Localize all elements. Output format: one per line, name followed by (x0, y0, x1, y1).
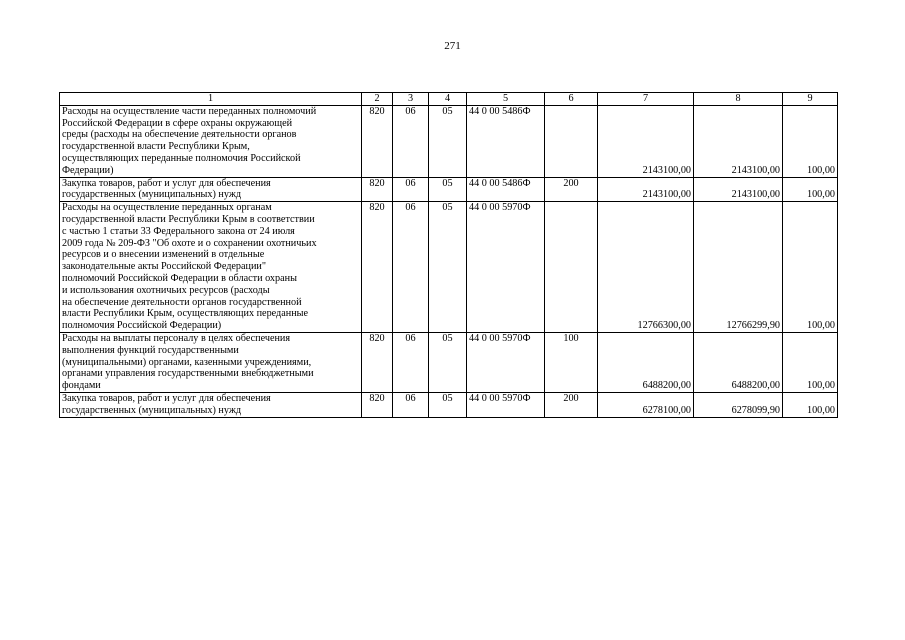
cell-planned: 6488200,00 (598, 332, 694, 392)
cell-target-article: 44 0 00 5486Ф (467, 177, 545, 202)
table-row (60, 105, 838, 177)
budget-table (59, 92, 838, 418)
cell-section: 06 (393, 332, 429, 392)
cell-section: 06 (393, 392, 429, 417)
table-row (60, 392, 838, 417)
column-header: 4 (429, 93, 467, 106)
table-row (60, 177, 838, 202)
cell-percent: 100,00 (783, 332, 838, 392)
cell-percent: 100,00 (783, 202, 838, 333)
cell-ministry: 820 (362, 105, 393, 177)
cell-expense-type: 200 (545, 392, 598, 417)
cell-ministry: 820 (362, 202, 393, 333)
column-header: 8 (694, 93, 783, 106)
cell-percent: 100,00 (783, 177, 838, 202)
cell-executed: 2143100,00 (694, 105, 783, 177)
cell-expense-type (545, 105, 598, 177)
cell-subsection: 05 (429, 177, 467, 202)
row-description: Расходы на выплаты персоналу в целях обеспечения выполнения функций государственными (муниципальными) органами, казенными учреждениями, органами управления государственными внебюджетными фондами (60, 332, 362, 392)
row-description: Закупка товаров, работ и услуг для обеспечения государственных (муниципальных) нужд (60, 177, 362, 202)
column-header: 1 (60, 93, 362, 106)
cell-target-article: 44 0 00 5970Ф (467, 332, 545, 392)
cell-ministry: 820 (362, 177, 393, 202)
page-number: 271 (444, 40, 461, 52)
table-row (60, 332, 838, 392)
cell-subsection: 05 (429, 332, 467, 392)
cell-subsection: 05 (429, 105, 467, 177)
cell-subsection: 05 (429, 392, 467, 417)
cell-planned: 2143100,00 (598, 105, 694, 177)
cell-target-article: 44 0 00 5486Ф (467, 105, 545, 177)
cell-planned: 2143100,00 (598, 177, 694, 202)
cell-executed: 6278099,90 (694, 392, 783, 417)
row-description: Закупка товаров, работ и услуг для обеспечения государственных (муниципальных) нужд (60, 392, 362, 417)
cell-percent: 100,00 (783, 392, 838, 417)
cell-section: 06 (393, 105, 429, 177)
cell-percent: 100,00 (783, 105, 838, 177)
cell-target-article: 44 0 00 5970Ф (467, 392, 545, 417)
cell-ministry: 820 (362, 392, 393, 417)
row-description: Расходы на осуществление переданных органам государственной власти Республики Крым в соответствии с частью 1 статьи 33 Федерального закона от 24 июля 2009 года № 209-ФЗ "Об охоте и о сохранении охотничьих ресурсов и о внесении изменений в отдельные законодательные акты Российской Федерации" полномочий Российской Федерации в области охраны и использования охотничьих ресурсов (расходы на обеспечение деятельности органов государственной власти Республики Крым, осуществляющих переданные полномочия Российской Федерации) (60, 202, 362, 333)
cell-expense-type (545, 202, 598, 333)
column-header: 2 (362, 93, 393, 106)
row-description: Расходы на осуществление части переданных полномочий Российской Федерации в сфере охраны окружающей среды (расходы на обеспечение деятельности органов государственной власти Республики Крым, осуществляющих переданные полномочия Российской Федерации) (60, 105, 362, 177)
cell-section: 06 (393, 202, 429, 333)
cell-planned: 12766300,00 (598, 202, 694, 333)
header-row (60, 93, 838, 106)
column-header: 3 (393, 93, 429, 106)
cell-executed: 12766299,90 (694, 202, 783, 333)
column-header: 5 (467, 93, 545, 106)
cell-target-article: 44 0 00 5970Ф (467, 202, 545, 333)
table-row (60, 202, 838, 333)
cell-subsection: 05 (429, 202, 467, 333)
cell-executed: 2143100,00 (694, 177, 783, 202)
cell-executed: 6488200,00 (694, 332, 783, 392)
cell-section: 06 (393, 177, 429, 202)
column-header: 9 (783, 93, 838, 106)
cell-planned: 6278100,00 (598, 392, 694, 417)
column-header: 7 (598, 93, 694, 106)
cell-expense-type: 100 (545, 332, 598, 392)
cell-ministry: 820 (362, 332, 393, 392)
column-header: 6 (545, 93, 598, 106)
cell-expense-type: 200 (545, 177, 598, 202)
